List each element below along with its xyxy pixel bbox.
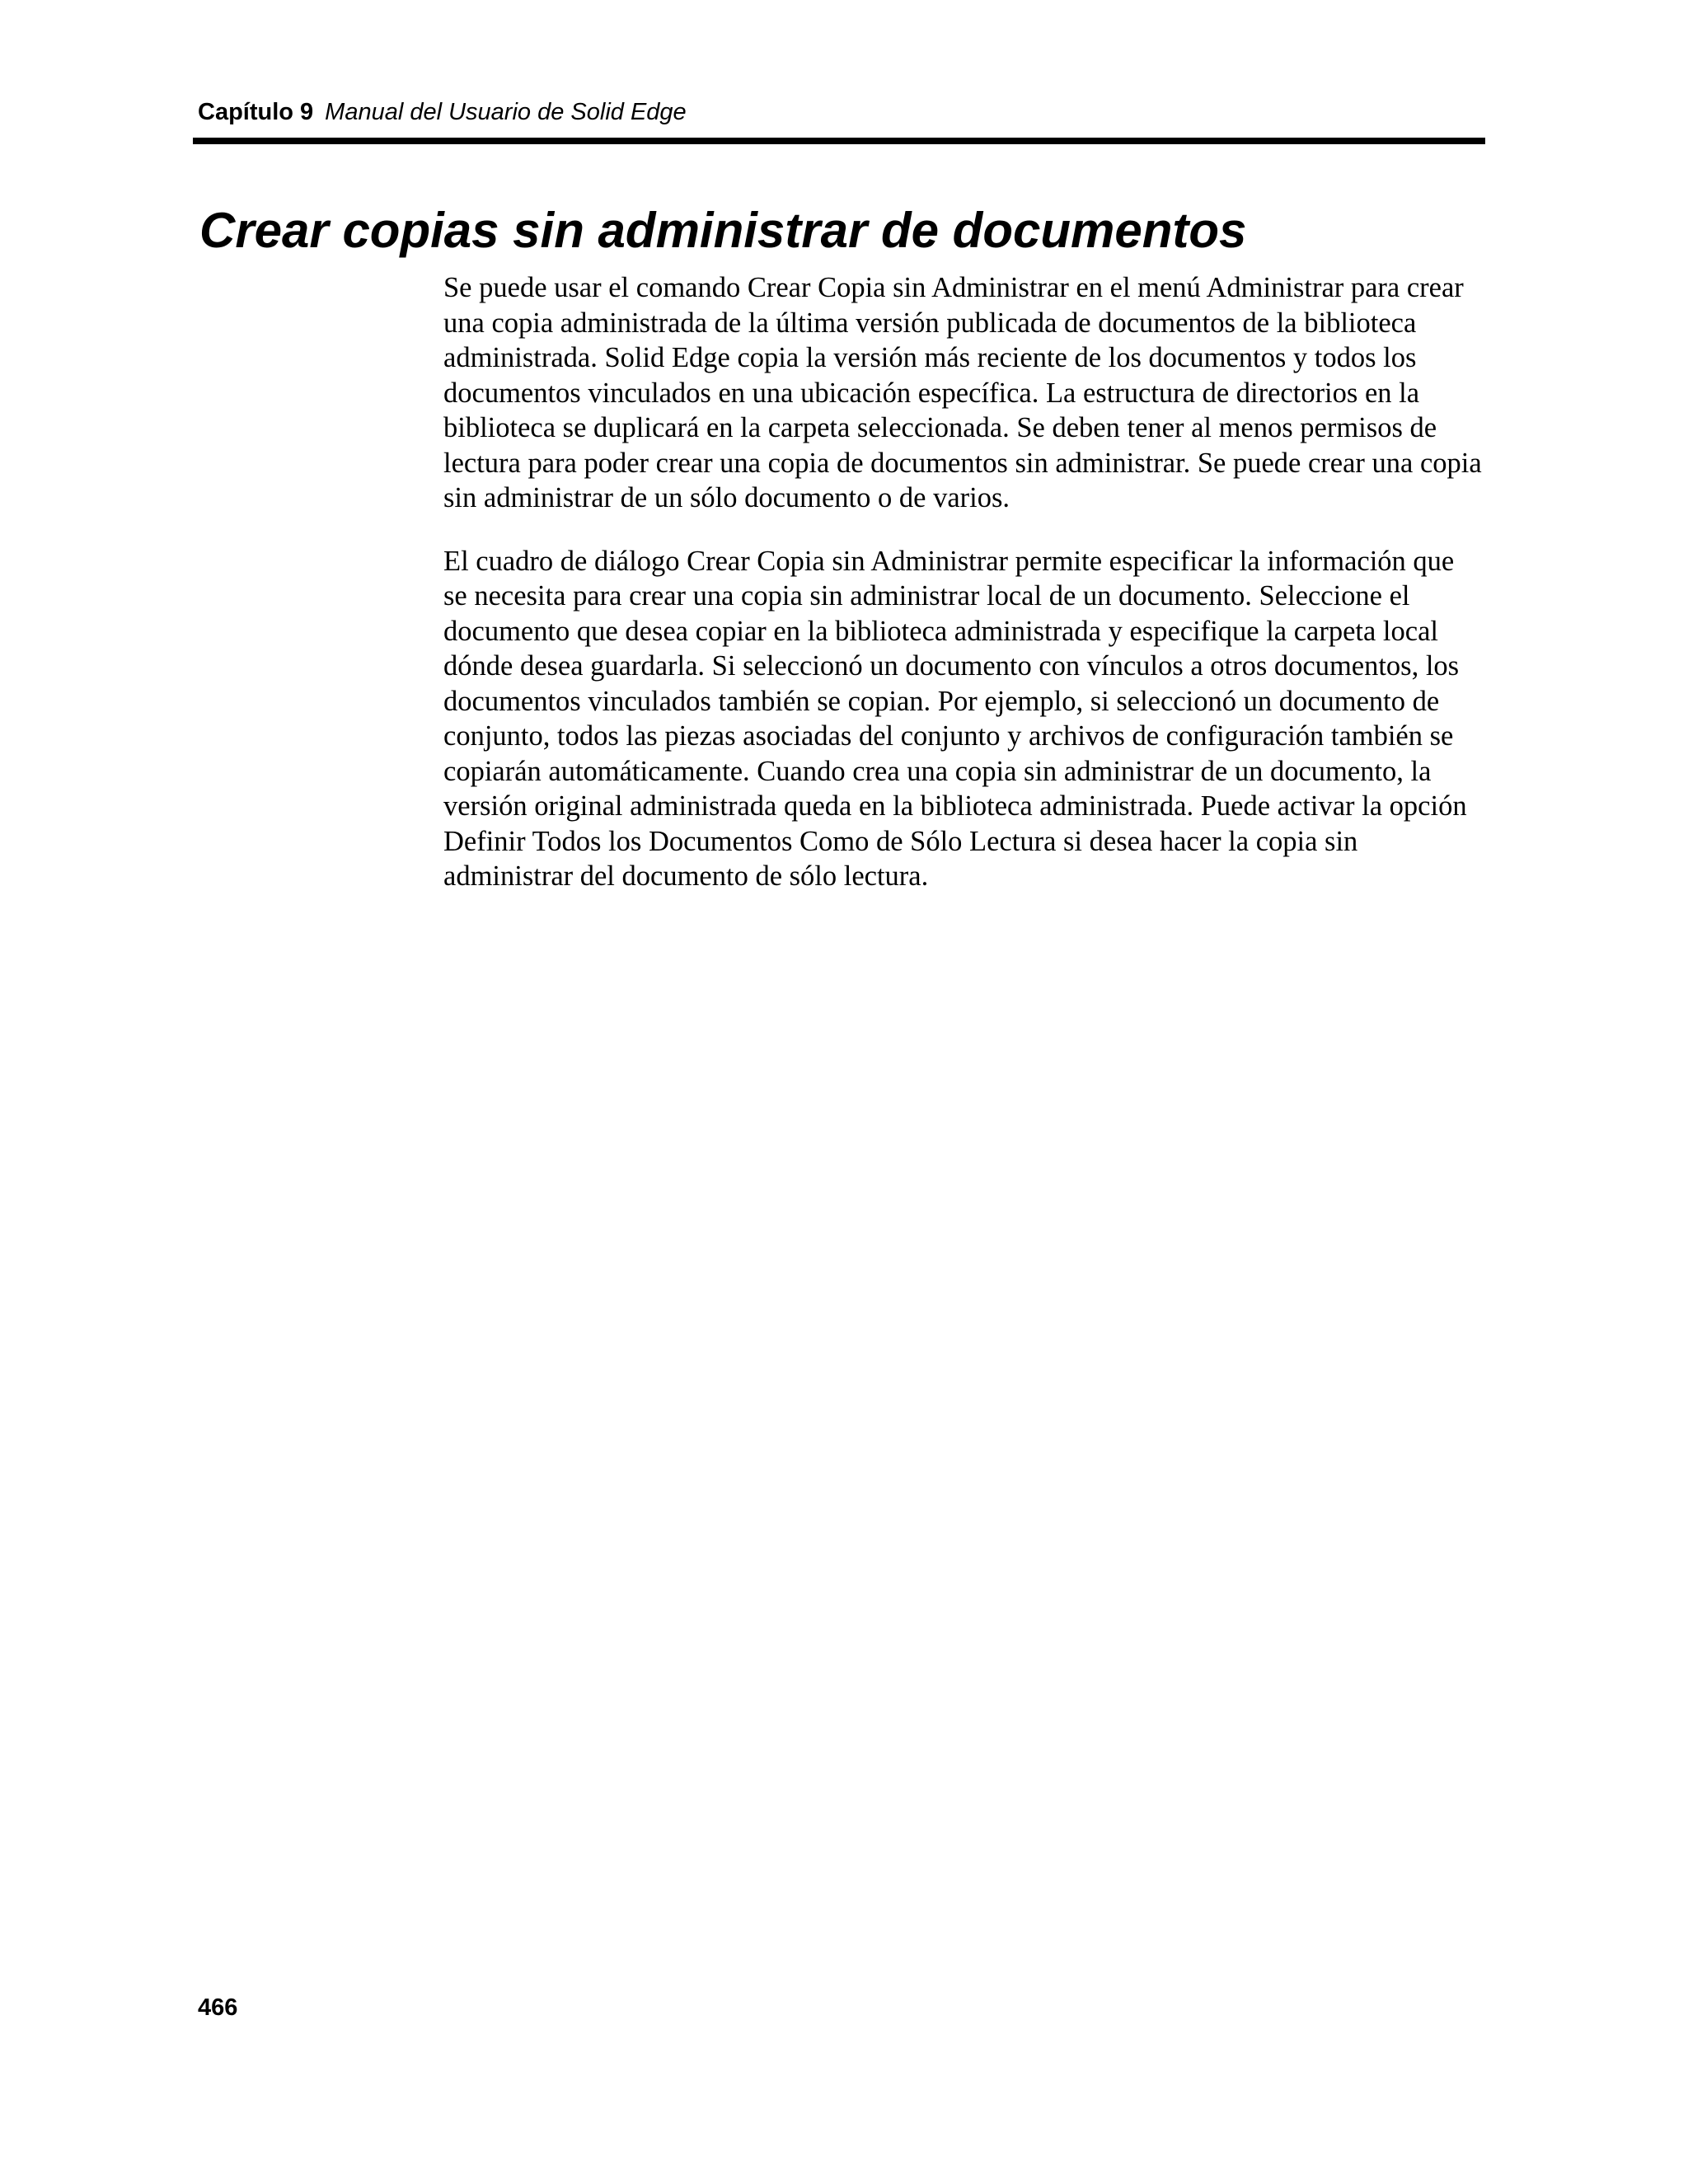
paragraph: El cuadro de diálogo Crear Copia sin Administrar permite especificar la información que se necesita para crear una copia sin administrar local de un documento. Seleccione el documento que desea copiar en la biblioteca administrada y especifique la carpeta local dónde desea guardarla. Si seleccionó un documento con vínculos a otros documentos, los documentos vinculados también se copian. Por ejemplo, si seleccionó un documento de conjunto, todos las piezas asociadas del conjunto y archivos de configuración también se copiarán automáticamente. Cuando crea una copia sin administrar de un documento, la versión original administrada queda en la biblioteca administrada. Puede activar la opción Definir Todos los Documentos Como de Sólo Lectura si desea hacer la copia sin administrar del documento de sólo lectura. — [443, 545, 1467, 892]
section-title: Crear copias sin administrar de documentos — [199, 203, 1247, 258]
chapter-label: Capítulo 9 — [198, 99, 314, 125]
page-number: 466 — [198, 1994, 238, 2021]
running-header — [198, 97, 687, 127]
paragraph: Se puede usar el comando Crear Copia sin Administrar en el menú Administrar para crear una copia administrada de la última versión publicada de documentos de la biblioteca administrada. Solid Edge copia la versión más reciente de los documentos y todos los documentos vinculados en una ubicación específica. La estructura de directorios en la biblioteca se duplicará en la carpeta seleccionada. Se deben tener al menos permisos de lectura para poder crear una copia de documentos sin administrar. Se puede crear una copia sin administrar de un sólo documento o de varios. — [443, 272, 1482, 513]
header-divider — [193, 138, 1485, 144]
body-text — [443, 270, 1484, 922]
manual-title: Manual del Usuario de Solid Edge — [325, 99, 687, 125]
